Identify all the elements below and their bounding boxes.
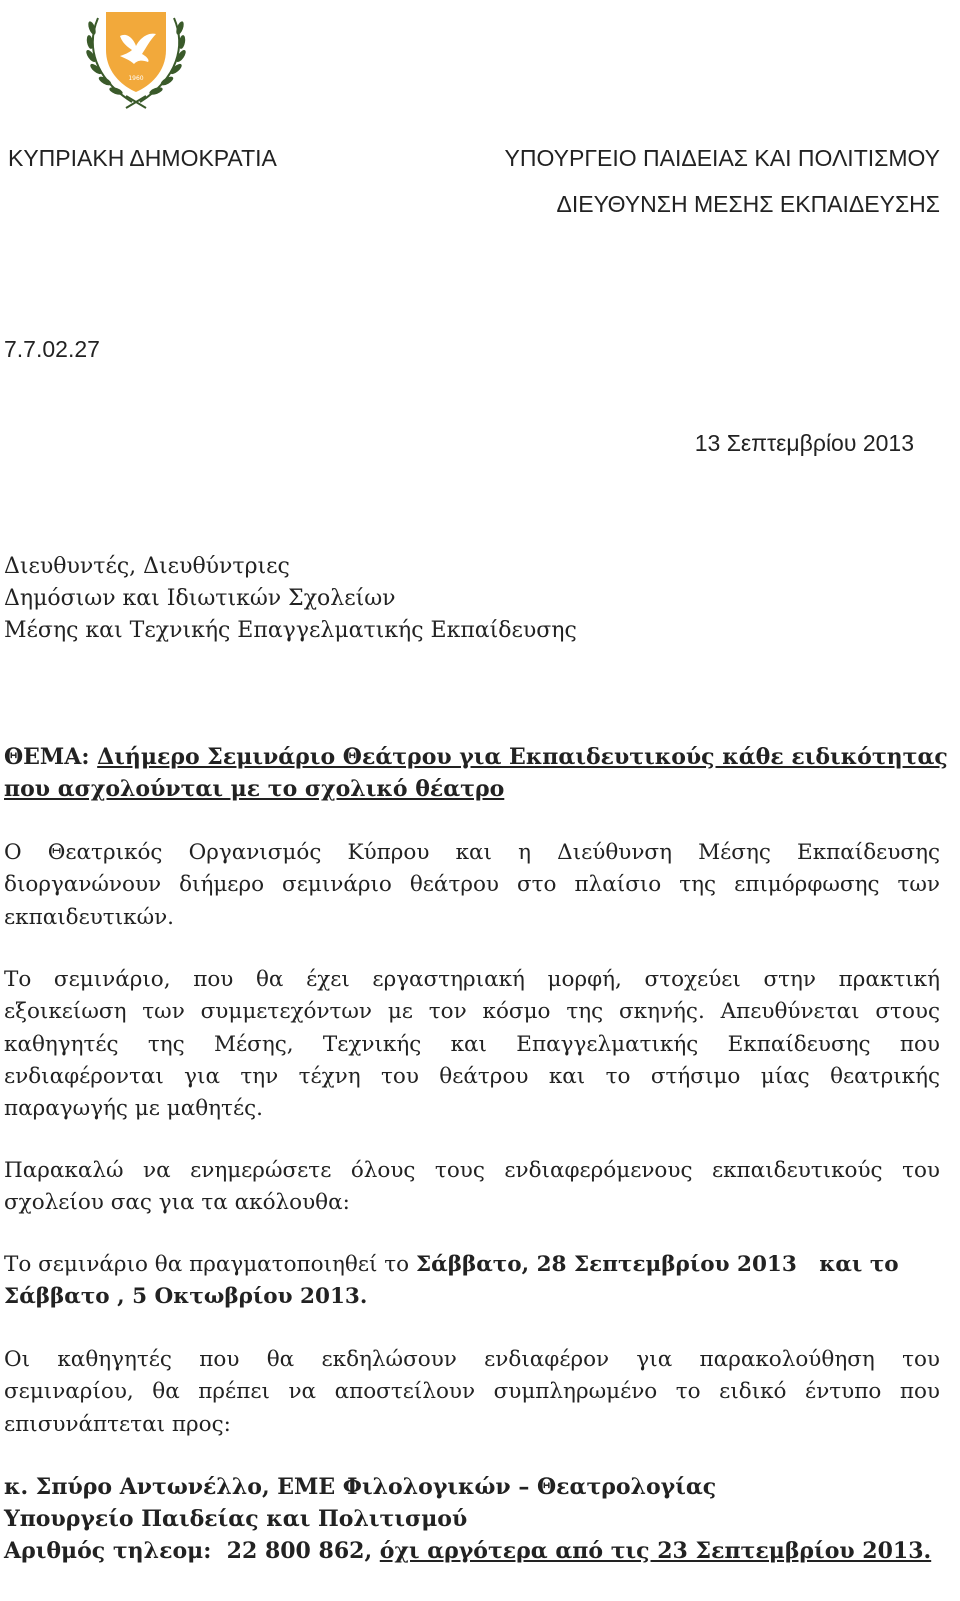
contact-organization: Υπουργείο Παιδείας και Πολιτισμού bbox=[4, 1506, 468, 1532]
paragraph-line: σχολείου σας για τα ακόλουθα: bbox=[4, 1190, 350, 1216]
paragraph-line: παραγωγής με μαθητές. bbox=[4, 1096, 263, 1122]
paragraph-line: Το σεμινάριο, που θα έχει εργαστηριακή μορφή, στοχεύει στην πρακτική bbox=[4, 967, 940, 992]
paragraph-request bbox=[4, 1155, 940, 1220]
contact-fax: Αριθμός τηλεομ: 22 800 862, bbox=[4, 1538, 380, 1564]
paragraph-line: Παρακαλώ να ενημερώσετε όλους τους ενδιαφερόμενους εκπαιδευτικούς του bbox=[4, 1158, 940, 1183]
letter-date: 13 Σεπτεμβρίου 2013 bbox=[694, 430, 914, 456]
subject-title-line2: που ασχολούνται με το σχολικό θέατρο bbox=[4, 776, 505, 802]
directorate-name: ΔΙΕΥΘΥΝΣΗ ΜΕΣΗΣ ΕΚΠΑΙΔΕΥΣΗΣ bbox=[556, 191, 940, 217]
recipient-line: Μέσης και Τεχνικής Επαγγελματικής Εκπαίδευσης bbox=[4, 617, 577, 643]
seminar-date-2: Σάββατο , 5 Οκτωβρίου 2013. bbox=[4, 1284, 368, 1310]
recipients-block bbox=[4, 551, 577, 646]
paragraph-application bbox=[4, 1344, 940, 1441]
paragraph-line: Ο Θεατρικός Οργανισμός Κύπρου και η Διεύθυνση Μέσης Εκπαίδευσης bbox=[4, 840, 940, 865]
contact-name: κ. Σπύρο Αντωνέλλο, ΕΜΕ Φιλολογικών – Θεατρολογίας bbox=[4, 1474, 717, 1500]
paragraph-line: Οι καθηγητές που θα εκδηλώσουν ενδιαφέρον για παρακολούθηση του bbox=[4, 1347, 940, 1372]
paragraph-organizers bbox=[4, 837, 940, 934]
recipient-line: Διευθυντές, Διευθύντριες bbox=[4, 554, 290, 579]
paragraph-dates bbox=[4, 1249, 940, 1314]
country-name: ΚΥΠΡΙΑΚΗ ΔΗΜΟΚΡΑΤΙΑ bbox=[8, 145, 277, 171]
reference-number: 7.7.02.27 bbox=[4, 336, 100, 362]
coat-of-arms-icon bbox=[80, 6, 192, 110]
subject-label: ΘΕΜΑ: bbox=[4, 744, 90, 770]
paragraph-line: καθηγητές της Μέσης, Τεχνικής και Επαγγελματικής Εκπαίδευσης που bbox=[4, 1031, 940, 1057]
ministry-name: ΥΠΟΥΡΓΕΙΟ ΠΑΙΔΕΙΑΣ ΚΑΙ ΠΟΛΙΤΙΣΜΟΥ bbox=[504, 145, 940, 171]
seminar-date-1: Σάββατο, 28 Σεπτεμβρίου 2013 και το bbox=[415, 1252, 899, 1277]
recipient-line: Δημόσιων και Ιδιωτικών Σχολείων bbox=[4, 585, 396, 611]
paragraph-line: επισυνάπτεται προς: bbox=[4, 1411, 231, 1437]
paragraph-line: ενδιαφέρονται για την τέχνη του θεάτρου και το στήσιμο μίας θεατρικής bbox=[4, 1063, 940, 1089]
paragraph-line: διοργανώνουν διήμερο σεμινάριο θεάτρου στο πλαίσιο της επιμόρφωσης των bbox=[4, 872, 940, 898]
submission-deadline: όχι αργότερα από τις 23 Σεπτεμβρίου 2013. bbox=[379, 1538, 932, 1564]
paragraph-line: σεμιναρίου, θα πρέπει να αποστείλουν συμπληρωμένο το ειδικό έντυπο που bbox=[4, 1379, 940, 1405]
paragraph-description bbox=[4, 964, 940, 1125]
cyprus-coat-of-arms bbox=[80, 6, 192, 110]
contact-block bbox=[4, 1471, 931, 1567]
subject-block bbox=[4, 741, 948, 805]
subject-title-line1: Διήμερο Σεμινάριο Θεάτρου για Εκπαιδευτικούς κάθε ειδικότητας bbox=[97, 744, 948, 770]
paragraph-line: εκπαιδευτικών. bbox=[4, 904, 175, 930]
emblem-year: 1960 bbox=[128, 75, 144, 82]
paragraph-line: εξοικείωση των συμμετεχόντων με τον κόσμο της σκηνής. Απευθύνεται στους bbox=[4, 999, 940, 1025]
dates-lead: Το σεμινάριο θα πραγματοποιηθεί το bbox=[4, 1252, 416, 1277]
